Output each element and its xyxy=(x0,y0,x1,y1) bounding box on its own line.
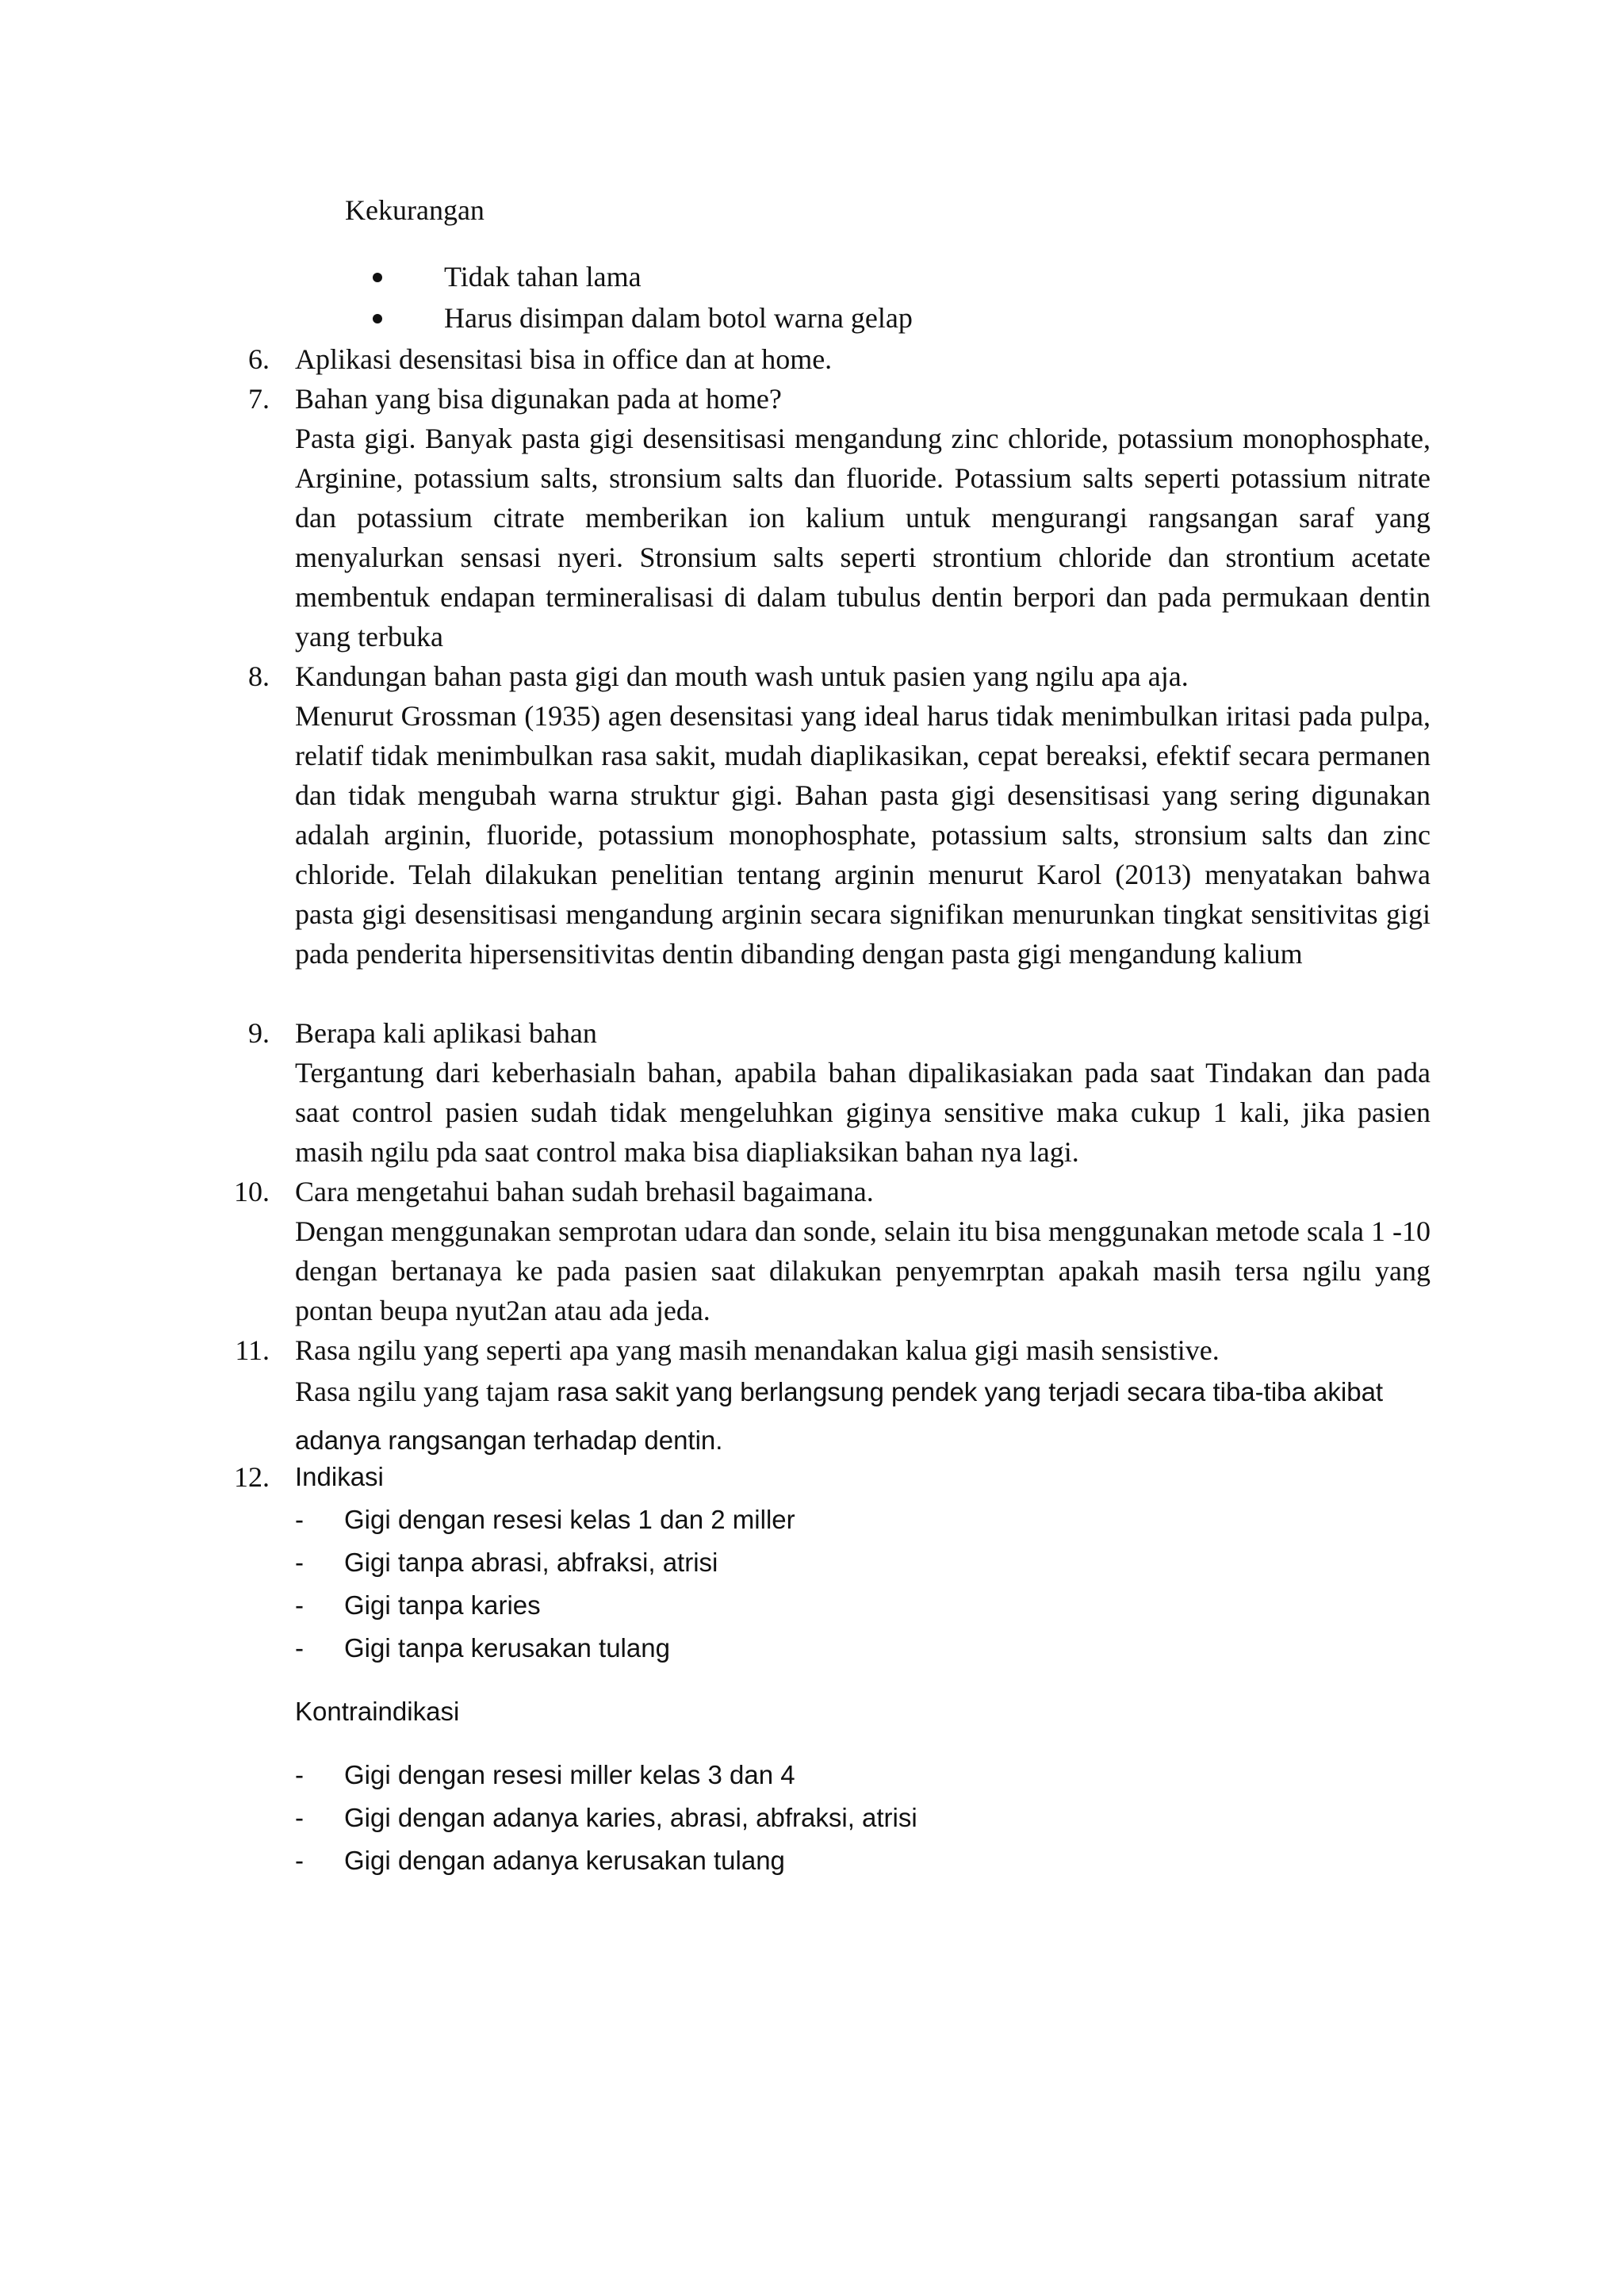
answer-10: Dengan menggunakan semprotan udara dan sonde, selain itu bisa menggunakan metode scala 1 -10 dengan bertanaya ke pada pasien saat dilakukan penyemrptan apakah masih tersa ngilu yang pontan beupa nyut2an atau ada jeda. xyxy=(295,1215,1431,1326)
bullet-text: Tidak tahan lama xyxy=(444,261,642,293)
item-number: 6. xyxy=(248,343,270,375)
question-10: Cara mengetahui bahan sudah brehasil bagaimana. xyxy=(295,1176,874,1207)
question-8: Kandungan bahan pasta gigi dan mouth wash untuk pasien yang ngilu apa aja. xyxy=(295,660,1189,692)
question-7: Bahan yang bisa digunakan pada at home? xyxy=(295,383,782,415)
bullet-icon xyxy=(373,314,382,323)
answer-9: Tergantung dari keberhasialn bahan, apabila bahan dipalikasiakan pada saat Tindakan dan pada saat control pasien sudah tidak mengeluhkan giginya sensitive maka cukup 1 kali, jika pasien masih ngilu pda saat control maka bisa diapliaksikan bahan nya lagi. xyxy=(295,1057,1431,1168)
dash-marker: - xyxy=(295,1760,304,1789)
item-number: 7. xyxy=(248,383,270,415)
kontraindikasi-item: Gigi dengan resesi miller kelas 3 dan 4 xyxy=(344,1760,795,1789)
kontraindikasi-item: Gigi dengan adanya karies, abrasi, abfraksi, atrisi xyxy=(344,1803,917,1832)
question-11: Rasa ngilu yang seperti apa yang masih menandakan kalua gigi masih sensistive. xyxy=(295,1334,1220,1366)
item-number: 9. xyxy=(248,1017,270,1049)
kontraindikasi-heading: Kontraindikasi xyxy=(295,1697,460,1726)
answer-11 xyxy=(295,1370,1431,1468)
item-number: 8. xyxy=(248,660,270,692)
item-number: 12. xyxy=(234,1461,270,1493)
item-number: 10. xyxy=(234,1176,270,1207)
indikasi-heading: Indikasi xyxy=(295,1462,384,1491)
indikasi-item: Gigi dengan resesi kelas 1 dan 2 miller xyxy=(344,1505,795,1534)
answer-8: Menurut Grossman (1935) agen desensitasi yang ideal harus tidak menimbulkan iritasi pada pulpa, relatif tidak menimbulkan rasa sakit, mudah diaplikasikan, cepat bereaksi, efektif secara permanen dan tidak mengubah warna struktur gigi. Bahan pasta gigi desensitisasi yang sering digunakan adalah arginin, fluoride, potassium monophosphate, potassium salts, stronsium salts dan zinc chloride. Telah dilakukan penelitian tentang arginin menurut Karol (2013) menyatakan bahwa pasta gigi desensitisasi mengandung arginin secara signifikan menurunkan tingkat sensitivitas gigi pada penderita hipersensitivitas dentin dibanding dengan pasta gigi mengandung kalium xyxy=(295,700,1431,970)
question-6: Aplikasi desensitasi bisa in office dan at home. xyxy=(295,343,833,375)
indikasi-item: Gigi tanpa abrasi, abfraksi, atrisi xyxy=(344,1548,718,1577)
indikasi-item: Gigi tanpa karies xyxy=(344,1590,541,1620)
kontraindikasi-item: Gigi dengan adanya kerusakan tulang xyxy=(344,1846,785,1875)
item-number: 11. xyxy=(235,1334,270,1366)
dash-marker: - xyxy=(295,1505,304,1534)
dash-marker: - xyxy=(295,1803,304,1832)
dash-marker: - xyxy=(295,1590,304,1620)
dash-marker: - xyxy=(295,1846,304,1875)
dash-marker: - xyxy=(295,1633,304,1663)
answer-11-sans: rasa sakit yang berlangsung pendek yang terjadi secara tiba-tiba akibat adanya rangsangan terhadap dentin. xyxy=(295,1377,1384,1455)
dash-marker: - xyxy=(295,1548,304,1577)
indikasi-item: Gigi tanpa kerusakan tulang xyxy=(344,1633,670,1663)
answer-7: Pasta gigi. Banyak pasta gigi desensitisasi mengandung zinc chloride, potassium monophosphate, Arginine, potassium salts, stronsium salts dan fluoride. Potassium salts seperti potassium nitrate dan potassium citrate memberikan ion kalium untuk mengurangi rangsangan saraf yang menyalurkan sensasi nyeri. Stronsium salts seperti strontium chloride dan strontium acetate membentuk endapan termineralisasi di dalam tubulus dentin berpori dan pada permukaan dentin yang terbuka xyxy=(295,423,1431,652)
kekurangan-heading: Kekurangan xyxy=(345,194,485,226)
bullet-icon xyxy=(373,273,382,282)
question-9: Berapa kali aplikasi bahan xyxy=(295,1017,597,1049)
answer-11-serif: Rasa ngilu yang tajam xyxy=(295,1376,550,1407)
bullet-text: Harus disimpan dalam botol warna gelap xyxy=(444,302,913,334)
